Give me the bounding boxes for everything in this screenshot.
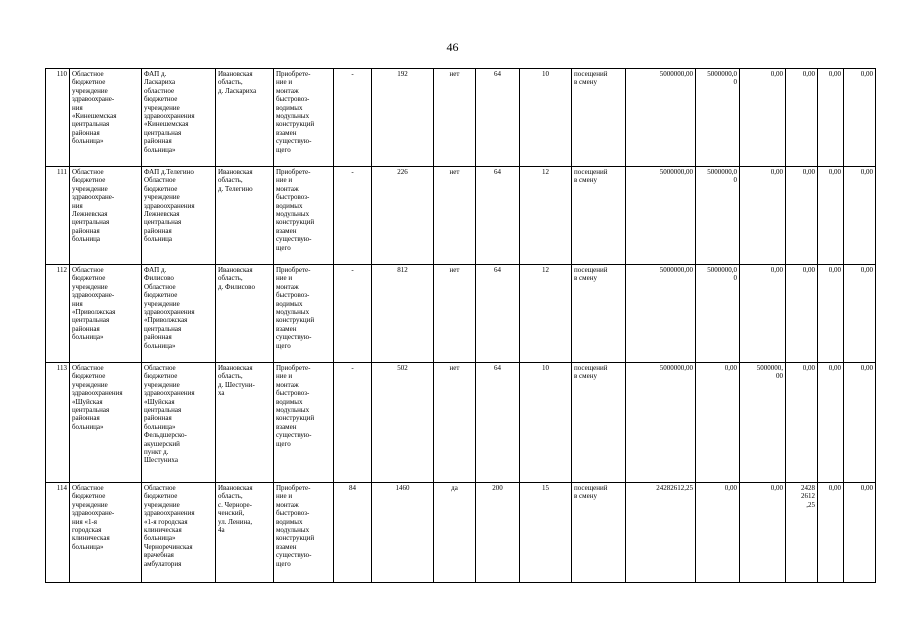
institution-cell: Областное бюджетное учреждение здравоохране- ния «Кинешемская центральная районная больница» bbox=[70, 69, 142, 167]
year2-cost-cell: 5000000, 00 bbox=[740, 363, 786, 483]
area-cell: 64 bbox=[476, 167, 520, 265]
year5-cost-cell: 0,00 bbox=[844, 363, 876, 483]
address-cell: Ивановская область, д. Шестуни- ха bbox=[216, 363, 274, 483]
year4-cost-cell: 0,00 bbox=[818, 69, 844, 167]
facility-cell: Областное бюджетное учреждение здравоохранения «1-я городская клиническая больница» Черноречинская врачебная амбулатория bbox=[142, 483, 216, 583]
institution-cell: Областное бюджетное учреждение здравоохранения «Шуйская центральная районная больница» bbox=[70, 363, 142, 483]
visits-cell: 10 bbox=[520, 363, 572, 483]
visits-cell: 12 bbox=[520, 265, 572, 363]
year1-cost-cell: 0,00 bbox=[696, 483, 740, 583]
visits-cell: 10 bbox=[520, 69, 572, 167]
address-cell: Ивановская область, д. Телегино bbox=[216, 167, 274, 265]
work-type-cell: Приобрете- ние и монтаж быстровоз- водимых модульных конструкций взамен существую- щего bbox=[274, 483, 334, 583]
table-row bbox=[46, 167, 876, 265]
unit-cell: посещений в смену bbox=[572, 167, 626, 265]
table-row bbox=[46, 265, 876, 363]
address-cell: Ивановская область, д. Ласкариха bbox=[216, 69, 274, 167]
total-cost-cell: 5000000,00 bbox=[626, 69, 696, 167]
work-type-cell: Приобрете- ние и монтаж быстровоз- водимых модульных конструкций взамен существую- щего bbox=[274, 167, 334, 265]
population-cell: 502 bbox=[372, 363, 434, 483]
institution-cell: Областное бюджетное учреждение здравоохране- ния «1-я городская клиническая больница» bbox=[70, 483, 142, 583]
year4-cost-cell: 0,00 bbox=[818, 265, 844, 363]
work-type-cell: Приобрете- ние и монтаж быстровоз- водимых модульных конструкций взамен существую- щего bbox=[274, 363, 334, 483]
program-table bbox=[45, 68, 876, 583]
year1-cost-cell: 5000000,0 0 bbox=[696, 167, 740, 265]
institution-cell: Областное бюджетное учреждение здравоохране- ния Лежневская центральная районная больница bbox=[70, 167, 142, 265]
year3-cost-cell: 0,00 bbox=[786, 363, 818, 483]
year2-cost-cell: 0,00 bbox=[740, 69, 786, 167]
year1-cost-cell: 0,00 bbox=[696, 363, 740, 483]
total-cost-cell: 24282612,25 bbox=[626, 483, 696, 583]
year3-cost-cell: 2428 2612 ,25 bbox=[786, 483, 818, 583]
unit-cell: посещений в смену bbox=[572, 483, 626, 583]
flag-cell: нет bbox=[434, 265, 476, 363]
flag-cell: нет bbox=[434, 167, 476, 265]
flag-cell: нет bbox=[434, 363, 476, 483]
capacity-cell: - bbox=[334, 167, 372, 265]
capacity-cell: - bbox=[334, 363, 372, 483]
population-cell: 192 bbox=[372, 69, 434, 167]
row-number-cell: 111 bbox=[46, 167, 70, 265]
year3-cost-cell: 0,00 bbox=[786, 265, 818, 363]
facility-cell: Областное бюджетное учреждение здравоохранения «Шуйская центральная районная больница» Фельдшерско- акушерский пункт д. Шестуниха bbox=[142, 363, 216, 483]
unit-cell: посещений в смену bbox=[572, 363, 626, 483]
capacity-cell: - bbox=[334, 69, 372, 167]
row-number-cell: 112 bbox=[46, 265, 70, 363]
address-cell: Ивановская область, д. Филисово bbox=[216, 265, 274, 363]
year3-cost-cell: 0,00 bbox=[786, 69, 818, 167]
institution-cell: Областное бюджетное учреждение здравоохране- ния «Приволжская центральная районная больница» bbox=[70, 265, 142, 363]
table-row bbox=[46, 363, 876, 483]
row-number-cell: 113 bbox=[46, 363, 70, 483]
table-row bbox=[46, 483, 876, 583]
visits-cell: 15 bbox=[520, 483, 572, 583]
visits-cell: 12 bbox=[520, 167, 572, 265]
year5-cost-cell: 0,00 bbox=[844, 69, 876, 167]
area-cell: 64 bbox=[476, 69, 520, 167]
area-cell: 200 bbox=[476, 483, 520, 583]
total-cost-cell: 5000000,00 bbox=[626, 167, 696, 265]
facility-cell: ФАП д.Телегино Областное бюджетное учреждение здравоохранения Лежневская центральная районная больница bbox=[142, 167, 216, 265]
year3-cost-cell: 0,00 bbox=[786, 167, 818, 265]
row-number-cell: 114 bbox=[46, 483, 70, 583]
year5-cost-cell: 0,00 bbox=[844, 265, 876, 363]
capacity-cell: 84 bbox=[334, 483, 372, 583]
year5-cost-cell: 0,00 bbox=[844, 167, 876, 265]
facility-cell: ФАП д. Филисово Областное бюджетное учреждение здравоохранения «Приволжская центральная районная больница» bbox=[142, 265, 216, 363]
row-number-cell: 110 bbox=[46, 69, 70, 167]
year5-cost-cell: 0,00 bbox=[844, 483, 876, 583]
year1-cost-cell: 5000000,0 0 bbox=[696, 265, 740, 363]
unit-cell: посещений в смену bbox=[572, 69, 626, 167]
year4-cost-cell: 0,00 bbox=[818, 483, 844, 583]
area-cell: 64 bbox=[476, 265, 520, 363]
flag-cell: да bbox=[434, 483, 476, 583]
year2-cost-cell: 0,00 bbox=[740, 167, 786, 265]
year1-cost-cell: 5000000,0 0 bbox=[696, 69, 740, 167]
work-type-cell: Приобрете- ние и монтаж быстровоз- водимых модульных конструкций взамен существую- щего bbox=[274, 69, 334, 167]
year4-cost-cell: 0,00 bbox=[818, 167, 844, 265]
area-cell: 64 bbox=[476, 363, 520, 483]
page-number: 46 bbox=[446, 40, 459, 54]
year2-cost-cell: 0,00 bbox=[740, 265, 786, 363]
work-type-cell: Приобрете- ние и монтаж быстровоз- водимых модульных конструкций взамен существую- щего bbox=[274, 265, 334, 363]
address-cell: Ивановская область, с. Черноре- ченский, ул. Ленина, 4а bbox=[216, 483, 274, 583]
year4-cost-cell: 0,00 bbox=[818, 363, 844, 483]
total-cost-cell: 5000000,00 bbox=[626, 363, 696, 483]
population-cell: 812 bbox=[372, 265, 434, 363]
year2-cost-cell: 0,00 bbox=[740, 483, 786, 583]
total-cost-cell: 5000000,00 bbox=[626, 265, 696, 363]
population-cell: 226 bbox=[372, 167, 434, 265]
facility-cell: ФАП д. Ласкариха областное бюджетное учреждение здравоохранения «Кинешемская центральная районная больница» bbox=[142, 69, 216, 167]
table-row bbox=[46, 69, 876, 167]
unit-cell: посещений в смену bbox=[572, 265, 626, 363]
population-cell: 1460 bbox=[372, 483, 434, 583]
capacity-cell: - bbox=[334, 265, 372, 363]
flag-cell: нет bbox=[434, 69, 476, 167]
